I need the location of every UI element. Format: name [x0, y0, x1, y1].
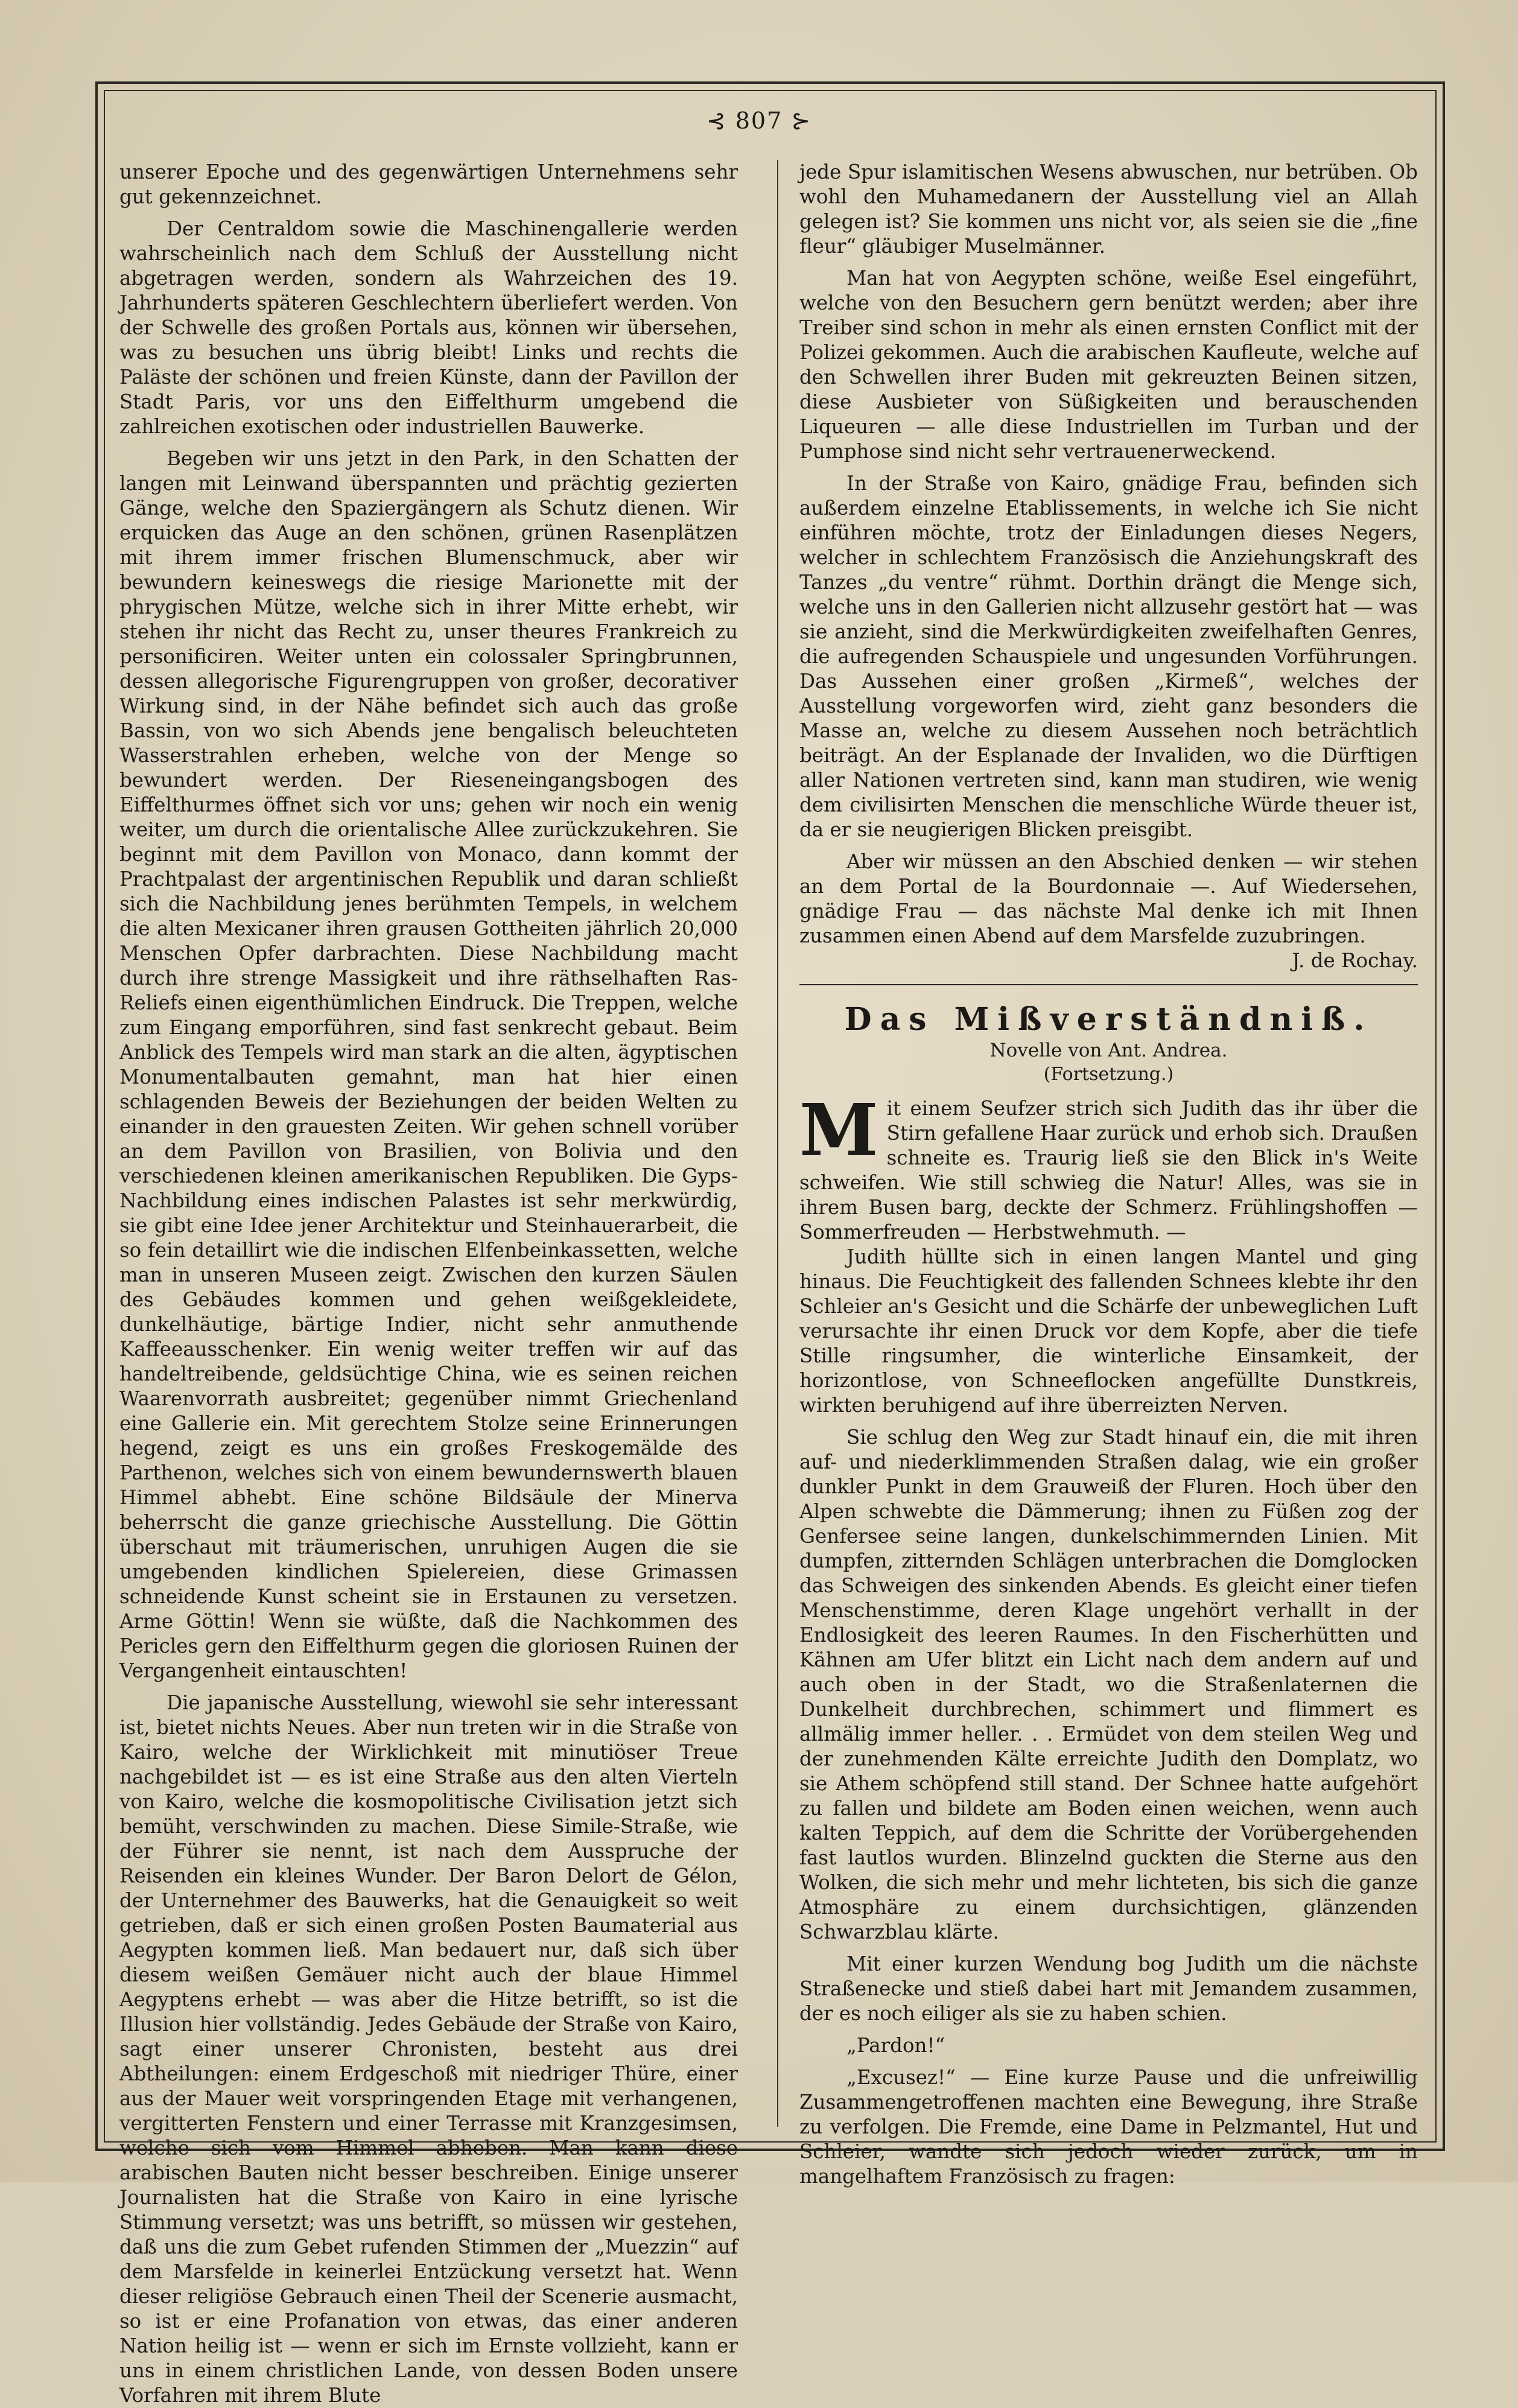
article-paragraph: Aber wir müssen an den Abschied denken — wir stehen an dem Portal de la Bourdonnaie —. Auf Wiedersehen, gnädige Frau — das nächste Mal denke ich mit Ihnen zusammen einen Abend auf dem Marsfelde zuzubringen.: [799, 850, 1418, 947]
author-signature: J. de Rochay.: [1292, 949, 1418, 972]
story-title: Das Mißverständniß.: [844, 1001, 1373, 1038]
story-paragraph: Judith hüllte sich in einen langen Mantel und ging hinaus. Die Feuchtigkeit des fallenden Schnees klebte ihr den Schleier an's Gesicht und die Schärfe der unbeweglichen Luft verursachte ihr einen Druck vor dem Kopfe, aber die tiefe Stille ringsumher, die winterliche Einsamkeit, der horizontlose, von Schneeflocken angefüllte Dunstkreis, wirkten beruhigend auf ihre überreizten Nerven.: [799, 1245, 1418, 1417]
article-paragraph: jede Spur islamitischen Wesens abwuschen, nur betrüben. Ob wohl den Muhamedanern der Ausstellung viel an Allah gelegen ist? Sie kommen uns nicht vor, als seien sie die „fine fleur“ gläubiger Muselmänner.: [799, 160, 1418, 258]
article-paragraph: Man hat von Aegypten schöne, weiße Esel eingeführt, welche von den Besuchern gern benützt werden; aber ihre Treiber sind schon in mehr als einen ernsten Conflict mit der Polizei gekommen. Auch die arabischen Kaufleute, welche auf den Schwellen ihrer Buden mit gekreuzten Beinen sitzen, diese Ausbieter von Süßigkeiten und berauschenden Liqueuren — alle diese Industriellen im Turban und der Pumphose sind nicht sehr vertrauenerweckend.: [799, 267, 1418, 463]
story-paragraph: „Excusez!“ — Eine kurze Pause und die unfreiwillig Zusammengetroffenen machten eine Bewegung, ihre Straße zu verfolgen. Die Fremde, eine Dame in Pelzmantel, Hut und Schleier, wandte sich jedoch wieder zurück, um in mangelhaftem Französisch zu fragen:: [799, 2066, 1418, 2188]
story-paragraph: Mit einer kurzen Wendung bog Judith um die nächste Straßenecke und stieß dabei hart mit Jemandem zusammen, der es noch eiliger als sie zu haben schien.: [799, 1952, 1418, 2025]
ornament-right: ⊱: [783, 107, 812, 134]
story-paragraph: it einem Seufzer strich sich Judith das ihr über die Stirn gefallene Haar zurück und erhob sich. Draußen schneite es. Traurig ließ sie den Blick in's Weite schweifen. Wie still schwieg die Natur! Alles, was sie in ihrem Busen barg, deckte der Schmerz. Frühlingshoffen — Sommerfreuden — Herbstwehmuth. —: [799, 1097, 1418, 1244]
article-paragraph: In der Straße von Kairo, gnädige Frau, befinden sich außerdem einzelne Etablissements, in welche ich Sie nicht einführen möchte, trotz der Einladungen dieses Negers, welcher in schlechtem Französisch die Anziehungskraft des Tanzes „du ventre“ rühmt. Dorthin drängt die Menge sich, welche uns in den Gallerien nicht allzusehr gestört hat — was sie anzieht, sind die Merkwürdigkeiten zweifelhaften Genres, die aufregenden Schauspiele und ungesunden Vorführungen. Das Aussehen einer großen „Kirmeß“, welches der Ausstellung vorgeworfen wird, zieht ganz besonders die Masse an, welche zu diesem Aussehen noch beträchtlich beiträgt. An der Esplanade der Invaliden, wo die Dürftigen aller Nationen vertreten sind, kann man studiren, wie wenig dem civilisirten Menschen die menschliche Würde theuer ist, da er sie neugierigen Blicken preisgibt.: [799, 472, 1418, 841]
right-column: [799, 160, 1418, 2188]
story-paragraph: Sie schlug den Weg zur Stadt hinauf ein, die mit ihren auf- und niederklimmenden Straßen dalag, wie ein großer dunkler Punkt in dem Grauweiß der Fluren. Hoch über den Alpen schwebte die Dämmerung; ihnen zu Füßen zog der Genfersee seine langen, dunkelschimmernden Linien. Mit dumpfen, zitternden Schlägen unterbrachen die Domglocken das Schweigen des sinkenden Abends. Es gleicht einer tiefen Menschenstimme, deren Klage ungehört verhallt in der Endlosigkeit des leeren Raumes. In den Fischerhütten und Kähnen am Ufer blitzt ein Licht nach dem andern auf und auch oben in der Stadt, wo die Straßenlaternen die Dunkelheit durchbrechen, schimmert und flimmert es allmälig immer heller. . . Ermüdet von dem steilen Weg und der zunehmenden Kälte erreichte Judith den Domplatz, wo sie Athem schöpfend still stand. Der Schnee hatte aufgehört zu fallen und bildete am Boden einen weichen, wenn auch kalten Teppich, auf dem die Schritte der Vorübergehenden fast lautlos wurden. Blinzelnd guckten die Sterne aus den Wolken, die sich mehr und mehr lichteten, bis sich die ganze Atmosphäre zu einem durchsichtigen, glänzenden Schwarzblau klärte.: [799, 1426, 1418, 1943]
section-divider: [799, 984, 1418, 985]
page-number: [0, 107, 1518, 134]
continuation-note: (Fortsetzung.): [1043, 1064, 1174, 1085]
article-paragraph: Die japanische Ausstellung, wiewohl sie sehr interessant ist, bietet nichts Neues. Aber nun treten wir in die Straße von Kairo, welche der Wirklichkeit mit minutiöser Treue nachgebildet ist — es ist eine Straße aus den alten Vierteln von Kairo, welche die kosmopolitische Civilisation jetzt sich bemüht, verschwinden zu machen. Diese Simile-Straße, wie der Führer sie nennt, ist nach dem Ausspruche der Reisenden ein kleines Wunder. Der Baron Delort de Gélon, der Unternehmer des Bauwerks, hat die Genauigkeit so weit getrieben, daß er sich einen großen Posten Baumaterial aus Aegypten kommen ließ. Man bedauert nur, daß sich über diesem weißen Gemäuer nicht auch der blaue Himmel Aegyptens erhebt — was aber die Hitze betrifft, so ist die Illusion hier vollständig. Jedes Gebäude der Straße von Kairo, sagt einer unserer Chronisten, besteht aus drei Abtheilungen: einem Erdgeschoß mit niedriger Thüre, einer aus der Mauer weit vorspringenden Etage mit verhangenen, vergitterten Fenstern und einer Terrasse mit Kranzgesimsen, welche sich vom Himmel abheben. Man kann diese arabischen Bauten nicht besser beschreiben. Einige unserer Journalisten hat die Straße von Kairo in eine lyrische Stimmung versetzt; was uns betrifft, so müssen wir gestehen, daß uns die zum Gebet rufenden Stimmen der „Muezzin“ auf dem Marsfelde in keinerlei Entzückung versetzt hat. Wenn dieser religiöse Gebrauch einen Theil der Scenerie ausmacht, so ist er eine Profanation von etwas, das einer anderen Nation heilig ist — wenn er sich im Ernste vollzieht, kann er uns in einem christlichen Lande, von dessen Boden unsere Vorfahren mit ihrem Blute: [119, 1691, 738, 2407]
story-paragraph: „Pardon!“: [846, 2034, 945, 2057]
column-rule: [777, 160, 778, 2127]
article-paragraph: Begeben wir uns jetzt in den Park, in den Schatten der langen mit Leinwand überspannten und prächtig gezierten Gänge, welche den Spaziergängern als Schutz dienen. Wir erquicken das Auge an den schönen, grünen Rasenplätzen mit ihrem immer frischen Blumenschmuck, aber wir bewundern keineswegs die riesige Marionette mit der phrygischen Mütze, welche sich in ihrer Mitte erhebt, wir stehen ihr nicht das Recht zu, unser theures Frankreich zu personificiren. Weiter unten ein colossaler Springbrunnen, dessen allegorische Figurengruppen von großer, decorativer Wirkung sind, in der Nähe befindet sich auch das große Bassin, von wo sich Abends jene bengalisch beleuchteten Wasserstrahlen erheben, welche von der Menge so bewundert werden. Der Rieseneingangsbogen des Eiffelthurmes öffnet sich vor uns; gehen wir noch ein wenig weiter, um durch die orientalische Allee zurückzukehren. Sie beginnt mit dem Pavillon von Monaco, dann kommt der Prachtpalast der argentinischen Republik und daran schließt sich die Nachbildung jenes berühmten Tempels, in welchem die alten Mexicaner ihren grausen Gottheiten jährlich 20,000 Menschen Opfer darbrachten. Diese Nachbildung macht durch ihre strenge Massigkeit und ihre räthselhaften Ras-Reliefs einen eigenthümlichen Eindruck. Die Treppen, welche zum Eingang emporführen, sind fast senkrecht gebaut. Beim Anblick des Tempels wird man stark an die alten, ägyptischen Monumentalbauten gemahnt, man hat hier einen schlagenden Beweis der Beziehungen der beiden Welten zu einander in den grauesten Zeiten. Wir gehen schnell vorüber an dem Pavillon von Brasilien, von Bolivia und den verschiedenen kleinen amerikanischen Republiken. Die Gyps-Nachbildung eines indischen Palastes ist sehr merkwürdig, sie gibt eine Idee jener Architektur und Steinhauerarbeit, die so fein detaillirt wie die indischen Elfenbeinkassetten, welche man in unseren Museen zeigt. Zwischen den kurzen Säulen des Gebäudes kommen und gehen weißgekleidete, dunkelhäutige, bärtige Indier, nicht sehr anmuthende Kaffeeausschenker. Ein wenig weiter treffen wir auf das handeltreibende, geldsüchtige China, wie es seinen reichen Waarenvorrath ausbreitet; gegenüber nimmt Griechenland eine Gallerie ein. Mit gerechtem Stolze seine Erinnerungen hegend, zeigt es uns ein großes Freskogemälde des Parthenon, welches sich von einem bewundernswerth blauen Himmel abhebt. Eine schöne Bildsäule der Minerva beherrscht die ganze griechische Ausstellung. Die Göttin überschaut mit träumerischen, unruhigen Augen die sie umgebenden kindlichen Spielereien, diese Grimassen schneidende Kunst scheint sie in Erstaunen zu versetzen. Arme Göttin! Wenn sie wüßte, daß die Nachkommen des Pericles gern den Eiffelthurm gegen die gloriosen Ruinen der Vergangenheit eintauschten!: [119, 447, 738, 1682]
drop-cap: M: [799, 1088, 878, 1172]
story-opening: [799, 1088, 1418, 1245]
article-paragraph: Der Centraldom sowie die Maschinengallerie werden wahrscheinlich nach dem Schluß der Ausstellung nicht abgetragen werden, sondern als Wahrzeichen des 19. Jahrhunderts späteren Geschlechtern überliefert werden. Von der Schwelle des großen Portals aus, können wir übersehen, was zu besuchen uns übrig bleibt! Links und rechts die Paläste der schönen und freien Künste, dann der Pavillon der Stadt Paris, vor uns den Eiffelthurm umgebend die zahlreichen exotischen oder industriellen Bauwerke.: [119, 217, 738, 438]
left-column: [119, 160, 738, 2407]
page-number-value: 807: [735, 107, 783, 134]
ornament-left: ⊰: [706, 107, 735, 134]
story-byline: Novelle von Ant. Andrea.: [989, 1040, 1228, 1061]
article-paragraph: unserer Epoche und des gegenwärtigen Unternehmens sehr gut gekennzeichnet.: [119, 160, 738, 208]
